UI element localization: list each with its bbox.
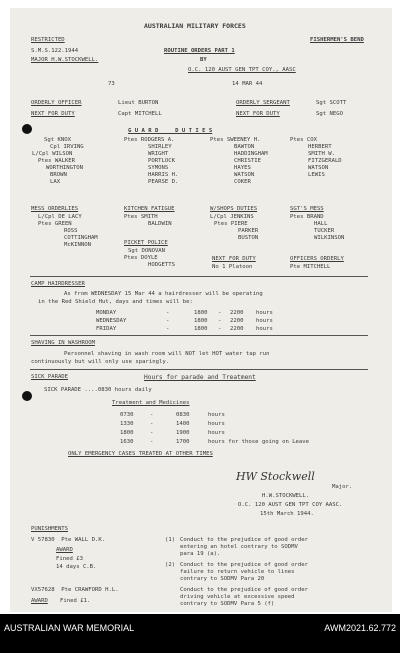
guard-name: CHRISTIE bbox=[234, 158, 261, 164]
guard-name: COKER bbox=[234, 179, 251, 185]
wshops-name: BUSTON bbox=[238, 235, 259, 241]
treatment-heading: Treatment and Medicines bbox=[112, 400, 190, 406]
shaving-heading: SHAVING IN WASHROOM bbox=[31, 340, 95, 346]
guard-name: HERBERT bbox=[308, 144, 332, 150]
section-divider bbox=[30, 276, 368, 277]
sgts-mess-name: TUCKER bbox=[314, 228, 335, 234]
sgts-mess-label: SGT'S MESS bbox=[290, 206, 324, 212]
guard-name: SHIRLEY bbox=[148, 144, 172, 150]
punch-hole bbox=[22, 391, 32, 401]
treatment-unit: hours bbox=[208, 421, 225, 427]
treatment-unit: hours bbox=[208, 412, 225, 418]
by-label: BY bbox=[200, 57, 207, 63]
sgts-mess-name: Ptes BRAND bbox=[290, 214, 324, 220]
charge-line: para 19 (a). bbox=[180, 551, 221, 557]
charge-line: Conduct to the prejudice of good order bbox=[180, 587, 308, 593]
treatment-dash: - bbox=[150, 430, 154, 436]
treatment-from: 1630 bbox=[120, 439, 134, 445]
guard-name: SYMONS bbox=[148, 165, 169, 171]
guard-name: WATSON bbox=[234, 172, 255, 178]
award-value: Fined £3 bbox=[56, 556, 83, 562]
treatment-unit: hours for those going on Leave bbox=[208, 439, 310, 445]
guard-name: Sgt KNOX bbox=[44, 137, 71, 143]
picket-name: HODGETTS bbox=[148, 262, 175, 268]
punch-hole bbox=[22, 124, 32, 134]
guard-name: BROWN bbox=[50, 172, 67, 178]
wshops-name: PARKER bbox=[238, 228, 259, 234]
schedule-arrow: - bbox=[166, 310, 170, 316]
schedule-to: 2200 bbox=[230, 318, 244, 324]
schedule-to: 2200 bbox=[230, 310, 244, 316]
treatment-to: 1900 bbox=[176, 430, 190, 436]
mess-orderly: McKINNON bbox=[64, 242, 91, 248]
schedule-day: MONDAY bbox=[96, 310, 117, 316]
next-sergeant: Sgt NEGO bbox=[316, 111, 343, 117]
sick-parade-daily: SICK PARADE ....0830 hours daily bbox=[44, 387, 152, 393]
orderly-officer: Lieut BURTON bbox=[118, 100, 159, 106]
award-label: AWARD bbox=[31, 598, 48, 604]
charge-line: contrary to SODMV Para 5 (f) bbox=[180, 601, 275, 607]
guard-name: PORTLOCK bbox=[148, 158, 175, 164]
guard-name: Ptes COX bbox=[290, 137, 317, 143]
treatment-from: 0730 bbox=[120, 412, 134, 418]
archive-footer bbox=[0, 614, 400, 653]
punished-person: V 57830 Pte WALL D.K. bbox=[31, 537, 106, 543]
guard-name: Ptes WALKER bbox=[38, 158, 76, 164]
treatment-from: 1330 bbox=[120, 421, 134, 427]
next-for-duty-label: NEXT FOR DUTY bbox=[31, 111, 75, 117]
schedule-arrow: - bbox=[166, 318, 170, 324]
officers-orderly: Pte MITCHELL bbox=[290, 264, 331, 270]
guard-name: HADDINGHAM bbox=[234, 151, 268, 157]
charge-number: (1) bbox=[165, 537, 176, 543]
schedule-from: 1800 bbox=[194, 326, 208, 332]
award-label: AWARD bbox=[56, 547, 73, 553]
guard-name: LAX bbox=[50, 179, 61, 185]
sgts-mess-name: WILKINSON bbox=[314, 235, 345, 241]
kitchen-name: BALDWIN bbox=[148, 221, 172, 227]
schedule-dash: - bbox=[218, 326, 222, 332]
charge-line: Conduct to the prejudice of good order bbox=[180, 562, 308, 568]
treatment-from: 1800 bbox=[120, 430, 134, 436]
next-platoon: No 1 Platoon bbox=[212, 264, 253, 270]
award-value: Fined £1. bbox=[60, 598, 91, 604]
schedule-dash: - bbox=[218, 318, 222, 324]
hairdresser-text: As from WEDNESDAY 15 Mar 44 a hairdresser will be operating bbox=[64, 291, 263, 297]
mess-orderlies-label: MESS ORDERLIES bbox=[31, 206, 79, 212]
guard-name: HARRIS H. bbox=[148, 172, 179, 178]
archive-accession: AWM2021.62.772 bbox=[324, 623, 396, 633]
section-divider bbox=[30, 369, 368, 370]
schedule-unit: hours bbox=[256, 310, 273, 316]
emergency-note: ONLY EMERGENCY CASES TREATED AT OTHER TIMES bbox=[68, 451, 213, 457]
wshops-duties-label: W/SHOPS DUTIES bbox=[210, 206, 258, 212]
section-divider bbox=[30, 335, 368, 336]
picket-name: Ptes DOYLE bbox=[124, 255, 158, 261]
guard-name: SMITH W. bbox=[308, 151, 335, 157]
kitchen-fatigue-label: KITCHEN FATIGUE bbox=[124, 206, 175, 212]
award-value: 14 days C.B. bbox=[56, 564, 97, 570]
sick-parade-heading: SICK PARADE bbox=[31, 374, 69, 380]
orderly-sergeant: Sgt SCOTT bbox=[316, 100, 347, 106]
guard-name: HAYES bbox=[234, 165, 251, 171]
schedule-arrow: - bbox=[166, 326, 170, 332]
wshops-name: Ptes PIERE bbox=[214, 221, 248, 227]
hairdresser-heading: CAMP HAIRDRESSER bbox=[31, 281, 85, 287]
location-label: FISHERMEN'S BEND bbox=[310, 37, 364, 43]
schedule-unit: hours bbox=[256, 326, 273, 332]
charge-number: (2) bbox=[165, 562, 176, 568]
shaving-text: continuously but will only use sparingly. bbox=[31, 359, 170, 365]
orderly-sergeant-label: ORDERLY SERGEANT bbox=[236, 100, 290, 106]
guard-name: L/Cpl WILSON bbox=[32, 151, 73, 157]
charge-line: failure to return vehicle to lines bbox=[180, 569, 295, 575]
signature-date: 15th March 1944. bbox=[260, 511, 314, 517]
schedule-day: FRIDAY bbox=[96, 326, 117, 332]
orderly-officer-label: ORDERLY OFFICER bbox=[31, 100, 82, 106]
order-date: 14 MAR 44 bbox=[232, 81, 263, 87]
routine-orders-heading: ROUTINE ORDERS PART 1 bbox=[164, 48, 235, 54]
sgts-mess-name: HALL bbox=[314, 221, 328, 227]
signature-name: H.W.STOCKWELL. bbox=[262, 493, 310, 499]
next-for-duty-label-2: NEXT FOR DUTY bbox=[236, 111, 280, 117]
treatment-unit: hours bbox=[208, 430, 225, 436]
guard-duties-heading: G U A R D D U T I E S bbox=[128, 128, 213, 134]
guard-name: PEARSE D. bbox=[148, 179, 179, 185]
guard-name: WATSON bbox=[308, 165, 329, 171]
next-platoon-label: NEXT FOR DUTY bbox=[212, 256, 256, 262]
guard-name: Ptes RODGERS A. bbox=[124, 137, 175, 143]
sick-parade-subheading: Hours for parade and Treatment bbox=[144, 374, 256, 381]
picket-police-label: PICKET POLICE bbox=[124, 240, 168, 246]
mess-orderly: ROSS bbox=[64, 228, 78, 234]
mess-orderly: Ptes GREEN bbox=[38, 221, 72, 227]
treatment-dash: - bbox=[150, 421, 154, 427]
treatment-dash: - bbox=[150, 439, 154, 445]
officers-orderly-label: OFFICERS ORDERLY bbox=[290, 256, 344, 262]
signature-unit: O.C. 120 AUST GEN TPT COY AASC. bbox=[238, 502, 343, 508]
charge-line: driving vehicle at excessive speed bbox=[180, 594, 295, 600]
treatment-to: 0830 bbox=[176, 412, 190, 418]
mess-orderly: L/Cpl DE LACY bbox=[38, 214, 82, 220]
schedule-dash: - bbox=[218, 310, 222, 316]
guard-name: BAWTON bbox=[234, 144, 255, 150]
wshops-name: L/Cpl JENKINS bbox=[210, 214, 254, 220]
charge-line: Conduct to the prejudice of good order bbox=[180, 537, 308, 543]
guard-name: WORTHINGTON bbox=[46, 165, 84, 171]
archive-name: AUSTRALIAN WAR MEMORIAL bbox=[4, 623, 135, 633]
order-number: 73 bbox=[108, 81, 115, 87]
schedule-unit: hours bbox=[256, 318, 273, 324]
guard-name: Ptes SWEENEY H. bbox=[210, 137, 261, 143]
treatment-to: 1700 bbox=[176, 439, 190, 445]
charge-line: contrary to SODMV Para 20 bbox=[180, 576, 265, 582]
schedule-day: WEDNESDAY bbox=[96, 318, 127, 324]
kitchen-name: Ptes SMITH bbox=[124, 214, 158, 220]
mess-orderly: COTTINGHAM bbox=[64, 235, 98, 241]
oc-unit: O.C. 120 AUST GEN TPT COY., AASC bbox=[188, 67, 296, 73]
schedule-from: 1800 bbox=[194, 310, 208, 316]
punished-person: VX57628 Pte CRAWFORD H.L. bbox=[31, 587, 119, 593]
guard-name: LEWIS bbox=[308, 172, 325, 178]
next-officer: Capt MITCHELL bbox=[118, 111, 162, 117]
hairdresser-text: in the Red Shield Hut, days and times will be: bbox=[38, 299, 193, 305]
picket-name: Sgt DONOVAN bbox=[128, 248, 166, 254]
punishments-heading: PUNISHMENTS bbox=[31, 526, 69, 532]
shaving-text: Personnel shaving in wash room will NOT let HOT water tap run bbox=[64, 351, 270, 357]
charge-line: entering an hotel contrary to SODMV bbox=[180, 544, 298, 550]
guard-name: WRIGHT bbox=[148, 151, 169, 157]
schedule-to: 2200 bbox=[230, 326, 244, 332]
guard-name: Cpl IRVING bbox=[50, 144, 84, 150]
reference-number: S.M.S.122.1944 bbox=[31, 48, 79, 54]
schedule-from: 1800 bbox=[194, 318, 208, 324]
guard-name: FITZGERALD bbox=[308, 158, 342, 164]
treatment-dash: - bbox=[150, 412, 154, 418]
major-name: MAJOR H.W.STOCKWELL. bbox=[31, 57, 99, 63]
treatment-to: 1400 bbox=[176, 421, 190, 427]
signature-rank: Major. bbox=[332, 484, 353, 490]
signature-scrawl: HW Stockwell bbox=[236, 470, 315, 483]
restricted-label: RESTRICTED bbox=[31, 37, 65, 43]
document-title: AUSTRALIAN MILITARY FORCES bbox=[144, 22, 246, 30]
